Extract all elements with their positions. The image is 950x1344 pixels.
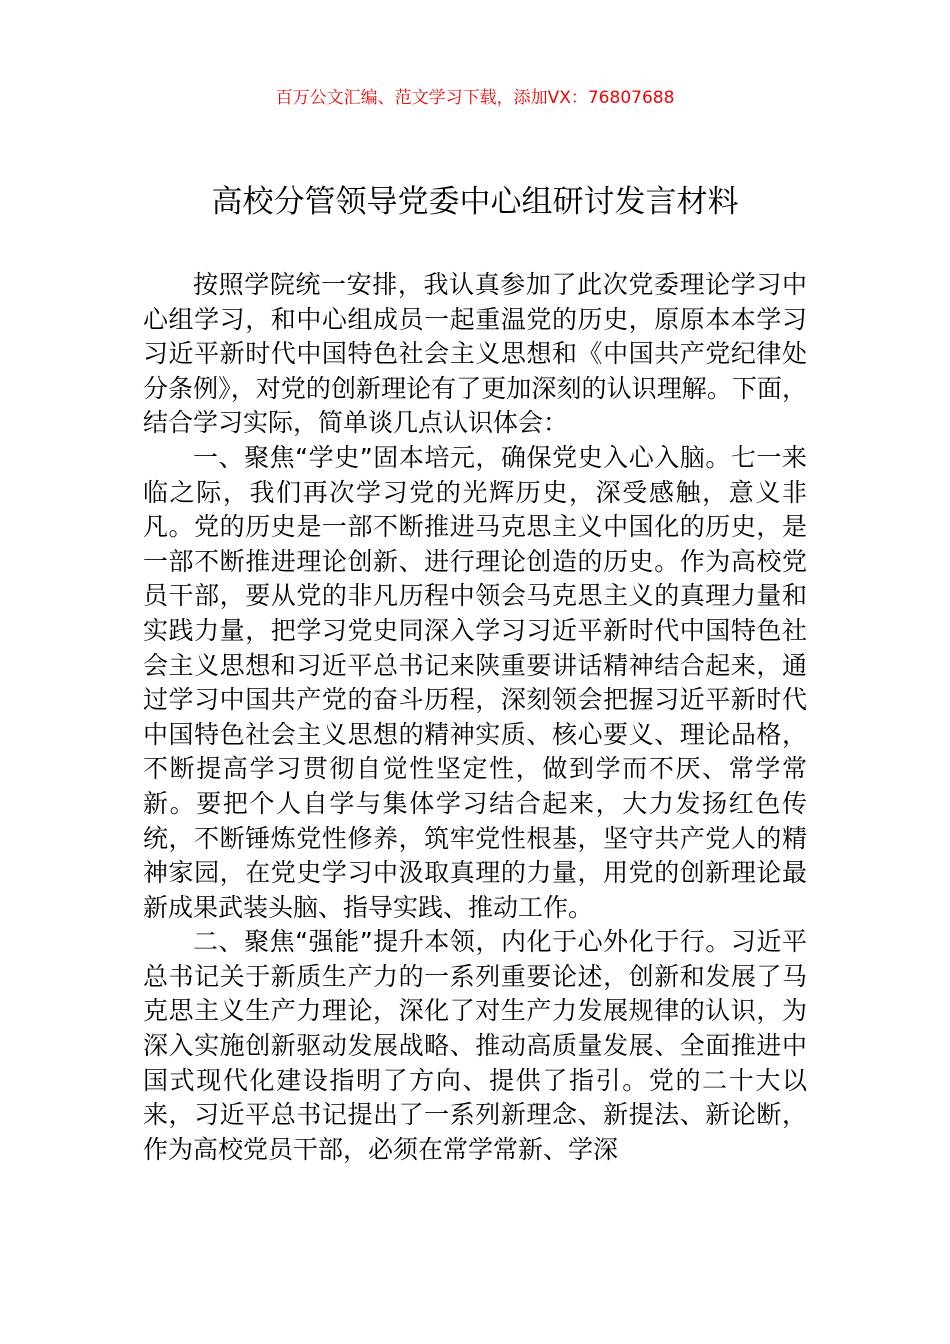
document-title: 高校分管领导党委中心组研讨发言材料 xyxy=(211,184,739,220)
document-body xyxy=(143,268,807,1167)
paragraph-section-two: 二、聚焦“强能”提升本领，内化于心外化于行。习近平总书记关于新质生产力的一系列重要论述，创新和发展了马克思主义生产力理论，深化了对生产力发展规律的认识，为深入实施创新驱动发展战略、推动高质量发展、全面推进中国式现代化建设指明了方向、提供了指引。党的二十大以来，习近平总书记提出了一系列新理念、新提法、新论断，作为高校党员干部，必须在常学常新、学深 xyxy=(143,927,807,1164)
download-notice: 百万公文汇编、范文学习下载，添加VX：76807688 xyxy=(275,88,675,108)
paragraph-intro: 按照学院统一安排，我认真参加了此次党委理论学习中心组学习，和中心组成员一起重温党的历史，原原本本学习习近平新时代中国特色社会主义思想和《中国共产党纪律处分条例》，对党的创新理论有了更加深刻的认识理解。下面，结合学习实际，简单谈几点认识体会： xyxy=(143,270,807,438)
paragraph-section-one: 一、聚焦“学史”固本培元，确保党史入心入脑。七一来临之际，我们再次学习党的光辉历史，深受感触，意义非凡。党的历史是一部不断推进马克思主义中国化的历史，是一部不断推进理论创新、进行理论创造的历史。作为高校党员干部，要从党的非凡历程中领会马克思主义的真理力量和实践力量，把学习党史同深入学习习近平新时代中国特色社会主义思想和习近平总书记来陕重要讲话精神结合起来，通过学习中国共产党的奋斗历程，深刻领会把握习近平新时代中国特色社会主义思想的精神实质、核心要义、理论品格，不断提高学习贯彻自觉性坚定性，做到学而不厌、常学常新。要把个人自学与集体学习结合起来，大力发扬红色传统，不断锤炼党性修养，筑牢党性根基，坚守共产党人的精神家园，在党史学习中汲取真理的力量，用党的创新理论最新成果武装头脑、指导实践、推动工作。 xyxy=(143,442,807,922)
